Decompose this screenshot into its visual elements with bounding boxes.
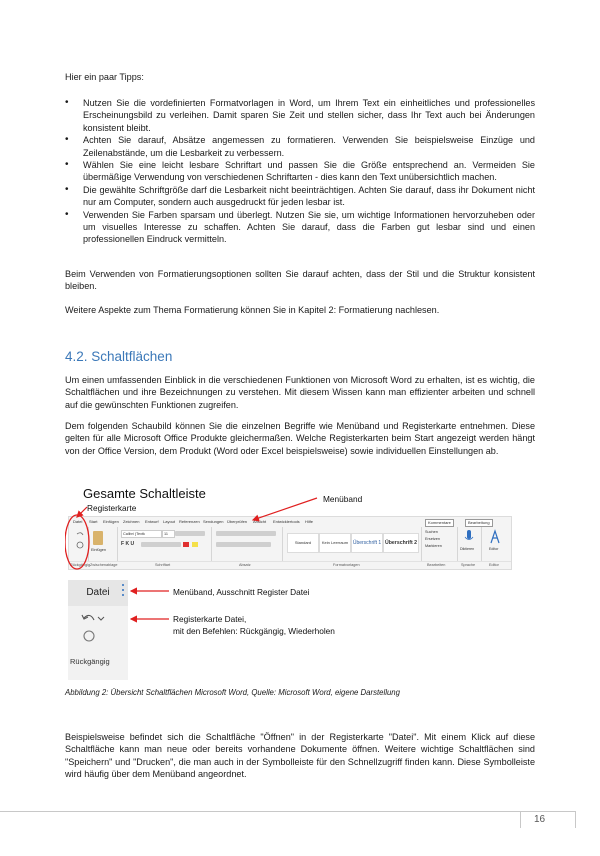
intro-text: Hier ein paar Tipps:	[65, 72, 144, 82]
arrow-menueband	[253, 498, 317, 520]
ribbon-tab: Datei	[73, 519, 83, 524]
ribbon-tab: Zeichnen	[123, 519, 140, 524]
ribbon-figure	[65, 484, 535, 684]
tips-list	[65, 97, 535, 246]
ribbon-tab: Überprüfen	[227, 519, 248, 524]
ribbon-tab: Ansicht	[253, 519, 267, 524]
annotation-arrows	[65, 484, 535, 684]
editor-label: Editor	[489, 547, 499, 551]
tip-item: • Achten Sie darauf, Absätze angemessen zu formatieren. Verwenden Sie beispielsweise Einzüge und Zeilenabstände, um die Lesbarkeit zu verbessern.	[65, 134, 535, 159]
paragraph-schaubild: Dem folgenden Schaubild können Sie die einzelnen Begriffe wie Menüband und Registerkarte entnehmen. Diese gelten für alle Microsoft Office Produkte gleichermaßen. Welche Registerkarten beim Start angezeigt werden hängt von der Office Version, dem Produkt (Word oder Excel beispielsweise) sowie individuellen Einstellungen ab.	[65, 421, 535, 456]
ribbon-tab: Hilfe	[305, 519, 314, 524]
ribbon-tab: Sendungen	[203, 519, 224, 524]
style-standard: Standard	[287, 533, 319, 553]
comments-button: Kommentare	[425, 519, 454, 527]
page-number-box	[520, 811, 576, 828]
style-ueberschrift-1: Überschrift 1	[351, 533, 383, 553]
datei-dots	[122, 584, 124, 596]
paragraph-oeffnen: Beispielsweise befindet sich die Schaltfläche "Öffnen" in der Registerkarte "Datei". Mit einem Klick auf diese Schaltfläche kann man neue oder bereits vorhandene Dokumente öffnen. Weitere wichtige Schaltflächen sind "Speichern" und "Drucken", die man auch in der Symbolleiste für den Schnellzugriff finden kann. Diese Symbolleiste wird häufig über dem Menüband angeordnet.	[65, 732, 535, 780]
select-button: Markieren	[425, 544, 442, 548]
ribbon-tab: Entwicklertools	[273, 519, 300, 524]
font-name-field: Calibri (Textk	[121, 530, 162, 538]
group-label: Bearbeiten	[427, 563, 446, 567]
dictate-label: Diktieren	[460, 547, 475, 551]
paragraph-style: Beim Verwenden von Formatierungsoptionen sollten Sie darauf achten, dass der Stil und die Struktur konsistent bleiben.	[65, 269, 535, 292]
page-number: 16	[534, 814, 546, 825]
group-label: Editor	[489, 563, 499, 567]
editing-button: Bearbeitung	[465, 519, 493, 527]
footer-rule	[0, 811, 520, 812]
group-label: Zwischenablage	[90, 563, 118, 567]
tip-item: • Wählen Sie eine leicht lesbare Schriftart und passen Sie die Größe entsprechend an. Vermeiden Sie übermäßige Verwendung von verschiedenen Schriftarten - dies kann den Text unübersichtlich machen.	[65, 159, 535, 184]
ribbon-tab: Einfügen	[103, 519, 119, 524]
style-ueberschrift-2: Überschrift 2	[383, 533, 419, 553]
arrow-registerkarte	[77, 507, 87, 517]
tip-item: • Die gewählte Schriftgröße darf die Lesbarkeit nicht beeinträchtigen. Achten Sie darauf, dass ihr Dokument nicht nur am Computer, sondern auch ausgedruckt für jeden lesbar ist.	[65, 184, 535, 209]
font-size-field: 11	[162, 530, 175, 538]
tip-item: • Verwenden Sie Farben sparsam und überlegt. Nutzen Sie sie, um wichtige Informationen hervorzuheben oder um visuelles Interesse zu schaffen. Achten Sie darauf, dass die Farben gut lesbar sind und einen professionellen Eindruck vermitteln.	[65, 209, 535, 246]
style-kein-leerraum: Kein Leerraum	[319, 533, 351, 553]
ribbon-tab: Start	[89, 519, 98, 524]
label-ausschnitt: Menüband, Ausschnitt Register Datei	[173, 587, 310, 597]
section-heading: 4.2. Schaltflächen	[65, 349, 173, 364]
bold-icon: F K U	[121, 541, 135, 547]
label-registerkarte: Registerkarte	[87, 503, 137, 513]
ribbon-tab: Layout	[163, 519, 176, 524]
rueckgaengig-label: Rückgängig	[70, 657, 110, 666]
group-label: Formatvorlagen	[333, 563, 360, 567]
replace-button: Ersetzen	[425, 537, 440, 541]
figure-caption: Abbildung 2: Übersicht Schaltflächen Microsoft Word, Quelle: Microsoft Word, eigene Darstellung	[65, 688, 400, 697]
ribbon-tab: Entwurf	[145, 519, 159, 524]
label-registerkarte-datei-2: mit den Befehlen: Rückgängig, Wiederholen	[173, 626, 335, 636]
paragraph-more: Weitere Aspekte zum Thema Formatierung können Sie in Kapitel 2: Formatierung nachlesen.	[65, 305, 440, 315]
group-label: Schriftart	[155, 563, 171, 567]
group-label: Rückgängig	[70, 563, 91, 567]
group-label: Absatz	[239, 563, 251, 567]
figure-title: Gesamte Schaltleiste	[83, 486, 206, 501]
label-registerkarte-datei-1: Registerkarte Datei,	[173, 614, 247, 624]
paste-label: Einfügen	[91, 548, 106, 552]
find-button: Suchen	[425, 530, 438, 534]
datei-tab: Datei	[68, 580, 128, 606]
group-label: Sprache	[461, 563, 476, 567]
tip-item: • Nutzen Sie die vordefinierten Formatvorlagen in Word, um Ihrem Text ein einheitliches und professionelles Erscheinungsbild zu verleihen. Damit sparen Sie Zeit und stellen sicher, dass Ihr Text auch bei Änderungen konsistent bleibt.	[65, 97, 535, 134]
paragraph-intro: Um einen umfassenden Einblick in die verschiedenen Funktionen von Microsoft Word zu erhalten, ist es wichtig, die Schaltflächen und ihre Bezeichnungen zu verstehen. Mit diesem Wissen kann man effizienter arbeiten und schnell auf die gewünschten Funktionen zugreifen.	[65, 375, 535, 410]
registerkarte-circle	[65, 515, 89, 569]
label-menueband: Menüband	[323, 494, 363, 504]
ribbon-tab: Referenzen	[179, 519, 200, 524]
